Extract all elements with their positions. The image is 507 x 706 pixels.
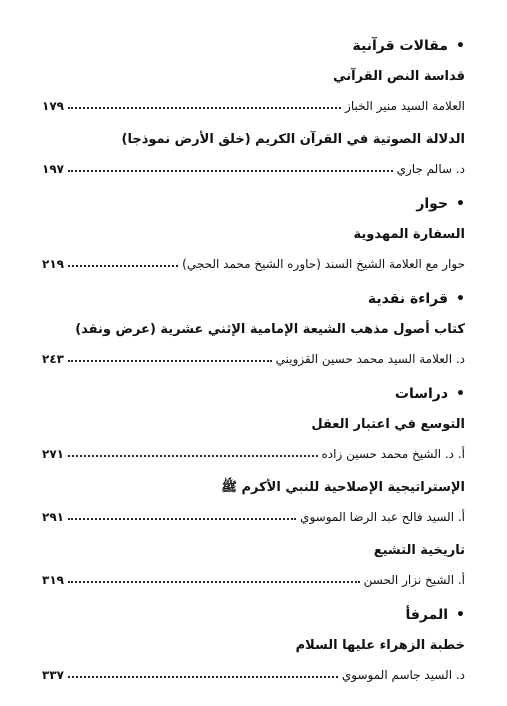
toc-entry xyxy=(42,350,465,366)
page-number: ٣١٩ xyxy=(42,573,64,587)
section-title: حوار xyxy=(416,196,449,212)
article-title: الإستراتيجية الإصلاحية للنبي الأكرم ﷺ xyxy=(221,480,465,495)
page-number: ٢١٩ xyxy=(42,257,64,271)
toc-entry xyxy=(42,160,465,176)
page-number: ٢٤٣ xyxy=(42,352,64,366)
dot-leader xyxy=(68,581,360,583)
dot-leader xyxy=(68,518,296,520)
section-heading xyxy=(42,384,465,404)
toc-entry xyxy=(42,445,465,461)
article-title: كتاب أصول مذهب الشيعة الإمامية الإثني عشرية (عرض ونقد) xyxy=(75,322,465,337)
page-number: ٢٧١ xyxy=(42,447,64,461)
author-name: أ. السيد فالح عبد الرضا الموسوي xyxy=(300,510,465,524)
bullet-icon: • xyxy=(456,38,465,54)
author-name: د. السيد جاسم الموسوي xyxy=(341,668,465,682)
section-heading xyxy=(42,194,465,214)
section-heading xyxy=(42,605,465,625)
article-title: السفارة المهدوية xyxy=(353,227,465,242)
toc-entry xyxy=(42,666,465,682)
bullet-icon: • xyxy=(456,607,465,623)
article-title: الدلالة الصوتية في القرآن الكريم (خلق الأرض نموذجا) xyxy=(121,132,465,147)
dot-leader xyxy=(68,107,341,109)
toc-entry xyxy=(42,97,465,113)
dot-leader xyxy=(68,360,272,362)
article-title: خطبة الزهراء عليها السلام xyxy=(295,638,465,653)
article-title: تاريخية التشيع xyxy=(373,543,465,558)
bullet-icon: • xyxy=(456,291,465,307)
bullet-icon: • xyxy=(456,196,465,212)
page-number: ١٧٩ xyxy=(42,99,64,113)
author-name: أ. د. الشيخ محمد حسين زاده xyxy=(321,447,465,461)
author-name: د. العلامة السيد محمد حسين القزويني xyxy=(275,352,465,366)
toc-entry xyxy=(42,255,465,271)
dot-leader xyxy=(68,265,178,267)
page-number: ٢٩١ xyxy=(42,510,64,524)
bullet-icon: • xyxy=(456,386,465,402)
section-title: دراسات xyxy=(394,386,449,402)
section-title: مقالات قرآنية xyxy=(352,38,449,54)
page-number: ١٩٧ xyxy=(42,162,64,176)
page-number: ٣٣٧ xyxy=(42,668,64,682)
author-name: العلامة السيد منير الخباز xyxy=(345,99,465,113)
dot-leader xyxy=(68,676,338,678)
author-name: حوار مع العلامة الشيخ السند (حاوره الشيخ محمد الحجي) xyxy=(182,257,465,271)
dot-leader xyxy=(68,170,393,172)
author-name: أ. الشيخ نزار الحسن xyxy=(363,573,465,587)
section-title: المرفأ xyxy=(405,607,449,623)
article-title: التوسع في اعتبار العقل xyxy=(311,417,465,432)
article-title: قداسة النص القرآني xyxy=(333,69,465,84)
toc-entry xyxy=(42,508,465,524)
section-title: قراءة نقدية xyxy=(367,291,449,307)
section-heading xyxy=(42,289,465,309)
toc-entry xyxy=(42,571,465,587)
dot-leader xyxy=(68,455,318,457)
section-heading xyxy=(42,36,465,56)
author-name: د. سالم جاري xyxy=(396,162,465,176)
